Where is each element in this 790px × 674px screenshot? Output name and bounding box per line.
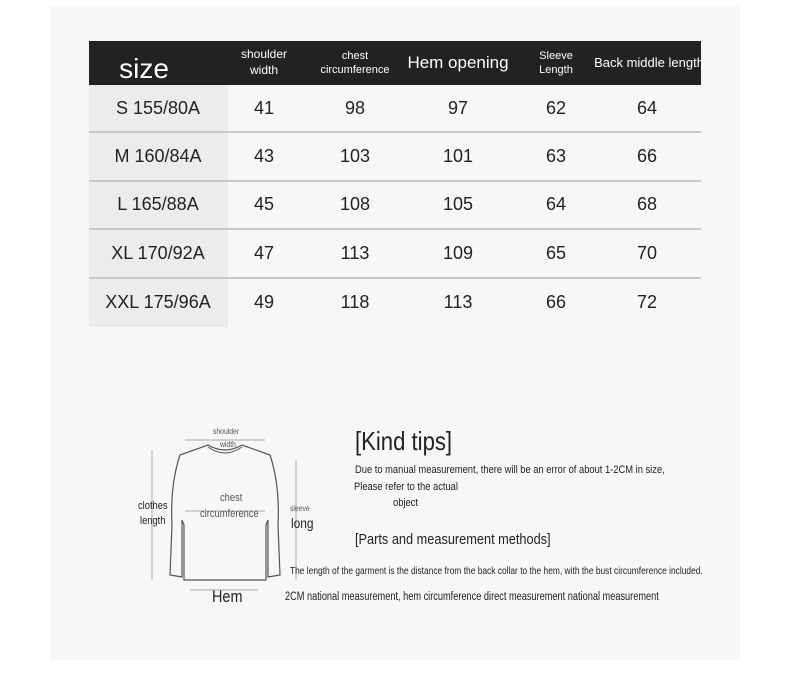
table-row <box>89 230 701 278</box>
value-cell: 72 <box>636 292 658 313</box>
value-cell: 62 <box>545 97 567 118</box>
header-shoulder-width: shoulder width <box>240 47 288 77</box>
value-cell: 70 <box>636 242 658 263</box>
value-cell: 66 <box>545 292 567 313</box>
value-cell: 109 <box>442 242 474 263</box>
tips-line1: Due to manual measurement, there will be an error of about 1-2CM in size, <box>355 464 665 476</box>
size-cell: XXL 175/96A <box>105 292 211 313</box>
value-cell: 65 <box>545 242 567 263</box>
header-sleeve-length: Sleeve Length <box>539 49 573 76</box>
tips-line5: 2CM national measurement, hem circumference direct measurement national measurement <box>285 591 659 603</box>
value-cell: 103 <box>339 146 371 167</box>
value-cell: 105 <box>442 194 474 215</box>
table-row <box>89 85 701 133</box>
value-cell: 118 <box>340 292 370 313</box>
value-cell: 64 <box>636 97 658 118</box>
value-cell: 64 <box>545 194 567 215</box>
size-table <box>89 41 704 327</box>
label-chest: chest <box>220 492 243 504</box>
header-hem-opening: Hem opening <box>407 52 509 72</box>
label-width: width <box>220 440 236 449</box>
value-cell: 45 <box>253 194 275 215</box>
size-cell: XL 170/92A <box>111 242 205 263</box>
tips-line4: The length of the garment is the distance from the back collar to the hem, with the bust circumference included. <box>290 565 703 577</box>
tips-subtitle: [Parts and measurement methods] <box>355 531 551 548</box>
tips-title: [Kind tips] <box>355 426 453 456</box>
header-size: size <box>119 52 169 84</box>
label-long: long <box>291 515 314 531</box>
label-hem: Hem <box>212 587 243 606</box>
label-length: length <box>140 515 166 527</box>
value-cell: 113 <box>340 242 370 263</box>
value-cell: 108 <box>339 194 371 215</box>
value-cell: 113 <box>443 292 473 313</box>
value-cell: 63 <box>545 146 567 167</box>
size-cell: M 160/84A <box>114 146 202 167</box>
size-cell: S 155/80A <box>115 97 201 118</box>
value-cell: 49 <box>253 292 275 313</box>
value-cell: 98 <box>344 97 366 118</box>
header-back-length: Back middle length <box>594 54 704 70</box>
value-cell: 66 <box>636 146 658 167</box>
header-chest: chest circumference <box>320 49 390 76</box>
label-sleeve: sleeve <box>290 504 310 513</box>
table-header <box>89 41 704 85</box>
table-row <box>89 133 701 181</box>
value-cell: 43 <box>253 146 275 167</box>
label-clothes: clothes <box>138 500 168 512</box>
value-cell: 101 <box>442 146 474 167</box>
label-circumference: circumference <box>200 508 259 520</box>
tips-line2: Please refer to the actual <box>354 481 458 493</box>
tips-line3: object <box>393 497 418 509</box>
value-cell: 41 <box>253 97 275 118</box>
label-shoulder: shoulder <box>213 427 240 436</box>
value-cell: 47 <box>253 242 275 263</box>
value-cell: 97 <box>447 97 469 118</box>
table-row <box>89 182 701 230</box>
size-cell: L 165/88A <box>117 194 199 215</box>
table-row <box>89 279 701 327</box>
value-cell: 68 <box>636 194 658 215</box>
